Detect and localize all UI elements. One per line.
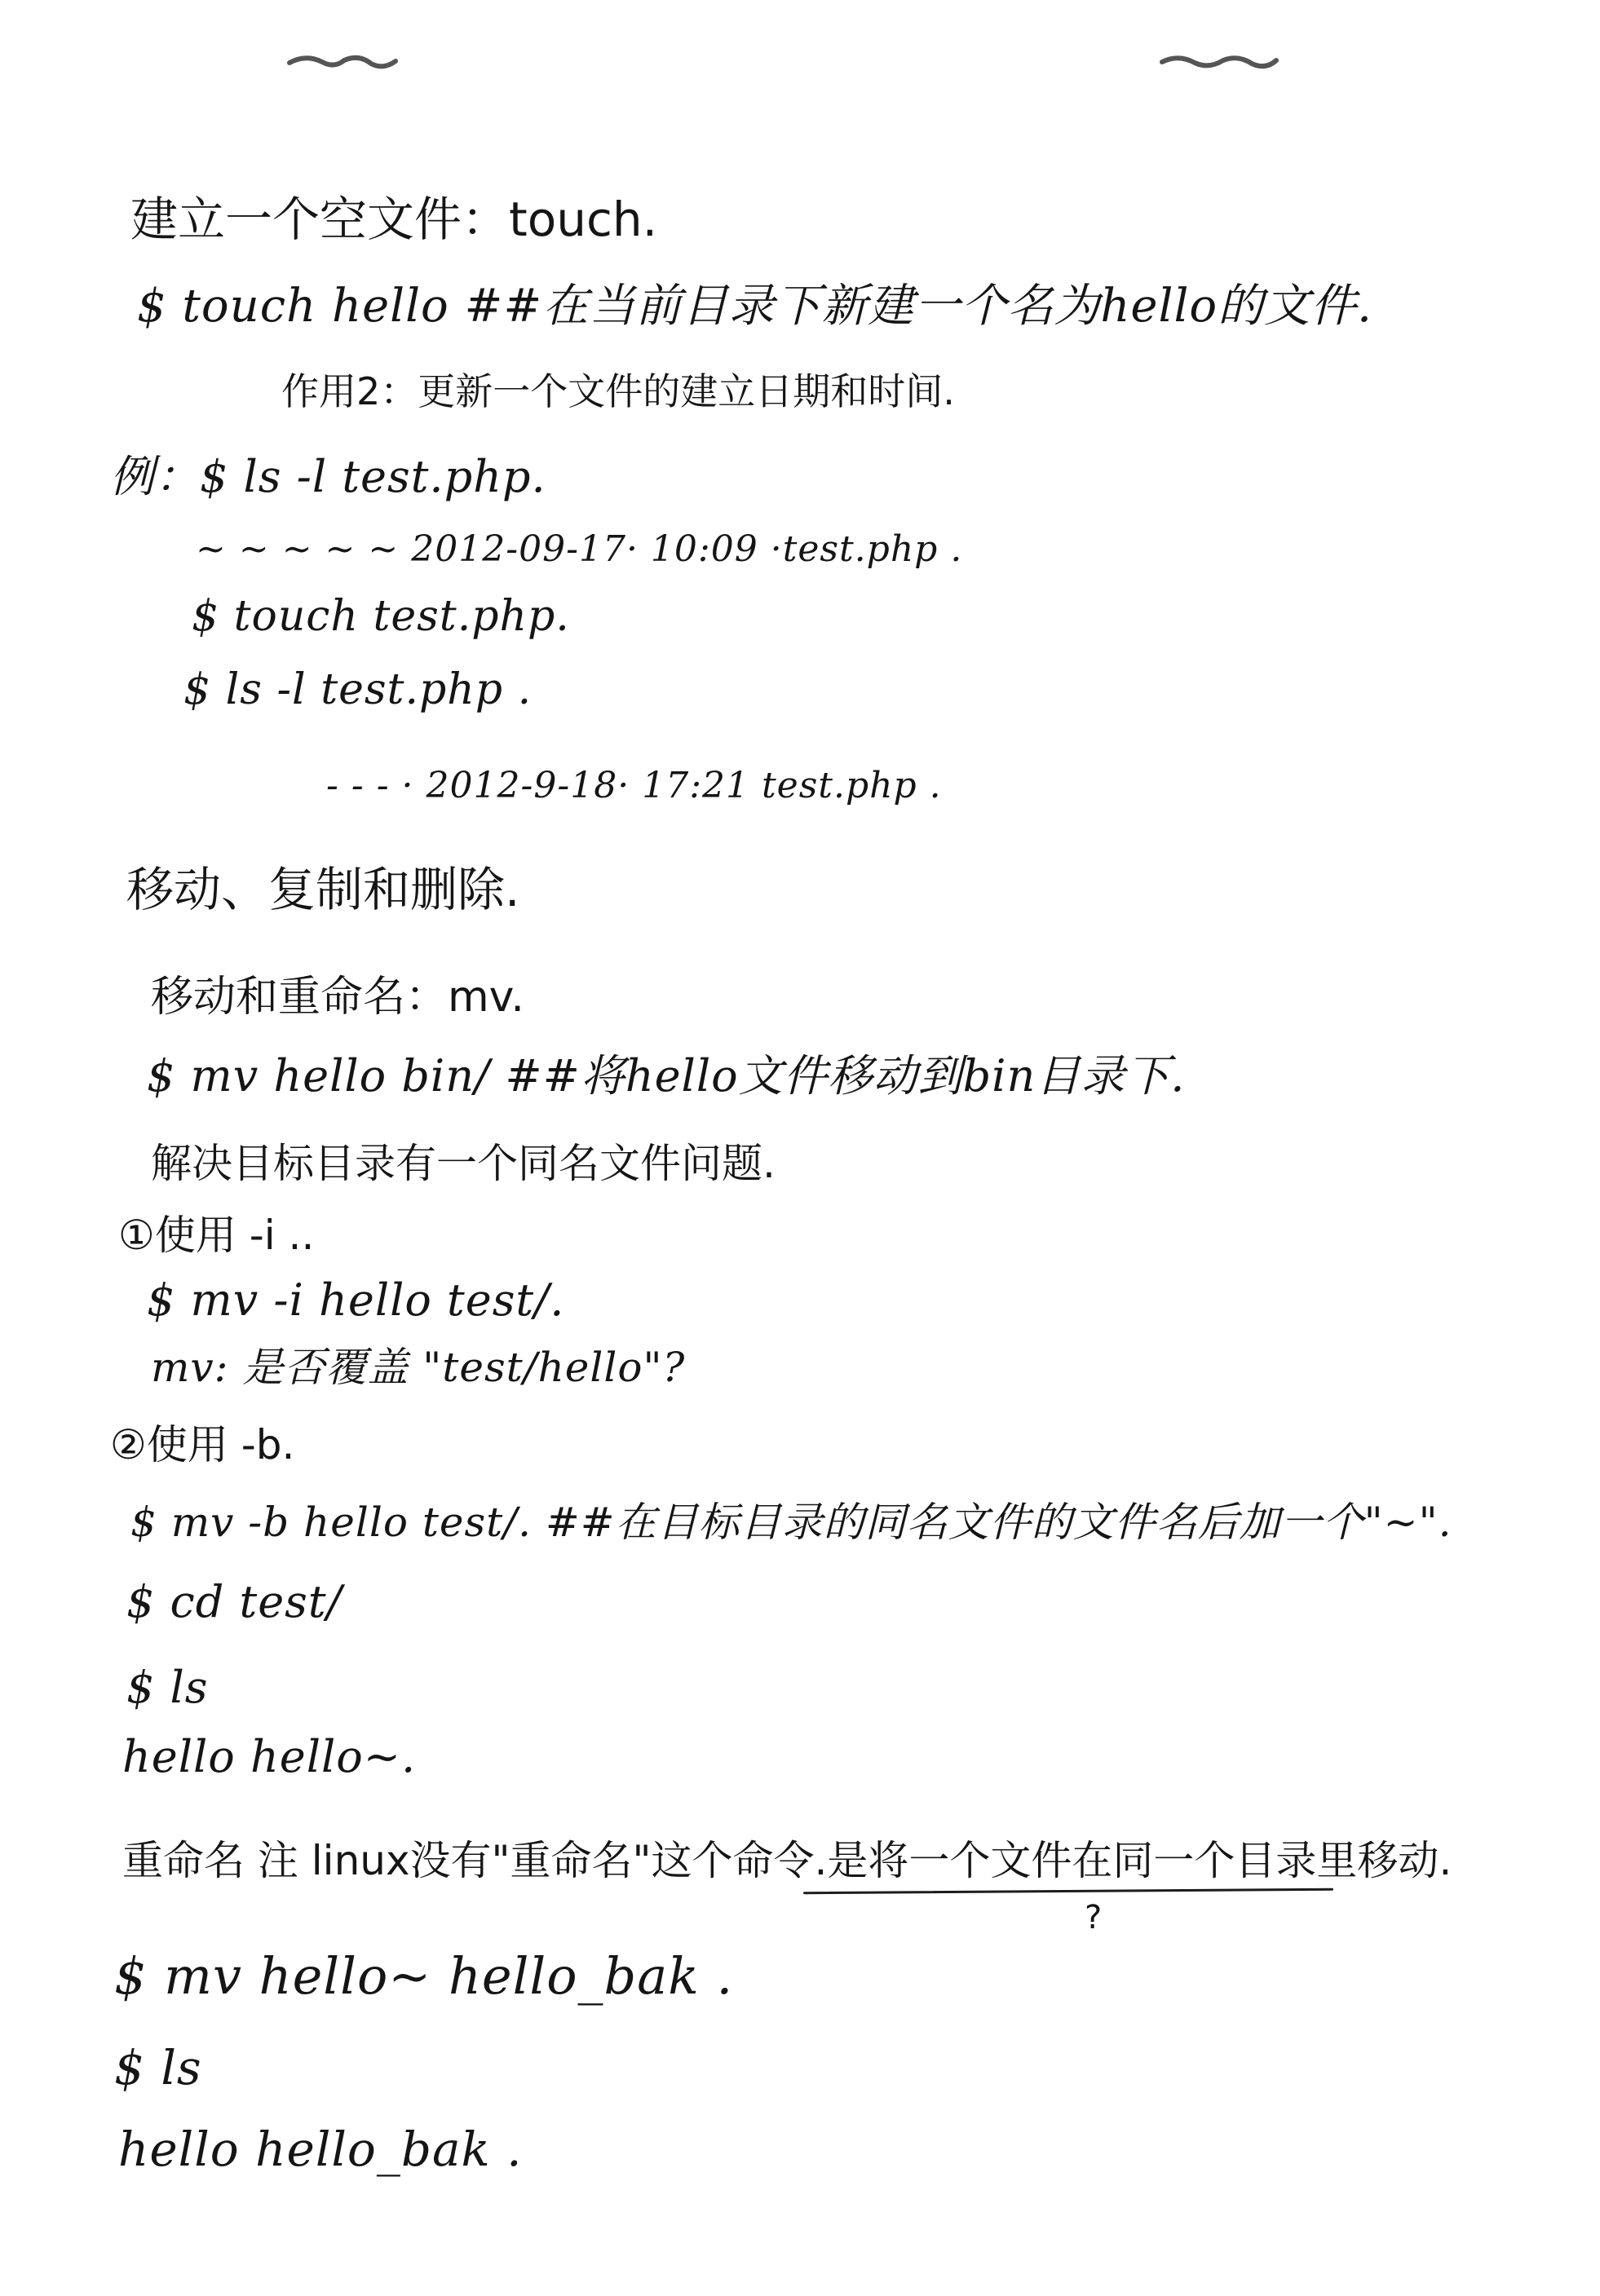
heading-touch: 建立一个空文件：touch. [130,192,658,247]
ls-output-3: hello hello~. [122,1731,417,1782]
question-mark: ? [1085,1899,1103,1936]
mv-overwrite-prompt: mv: 是否覆盖 "test/hello"? [151,1344,686,1391]
example-ls-line: 例：$ ls -l test.php. [110,451,546,502]
cd-test-line: $ cd test/ [126,1576,343,1627]
binding-mark-right [1158,51,1280,75]
mv-b-line: $ mv -b hello test/. ##在目标目录的同名文件的文件名后加一个"~". [130,1499,1452,1546]
touch-hello-line: $ touch hello ##在当前目录下新建一个名为hello的文件. [137,280,1372,333]
function2-note: 作用2：更新一个文件的建立日期和时间. [281,369,955,413]
option-i-heading: ①使用 -i .. [118,1212,315,1259]
ls-output-4: hello hello_bak . [118,2122,523,2177]
heading-move-copy-delete: 移动、复制和删除. [126,862,520,917]
touch-test-line: $ touch test.php. [192,592,570,641]
ls-line-2: $ ls [114,2040,202,2095]
ls-output-1: ~ ~ ~ ~ ~ 2012-09-17· 10:09 ·test.php . [196,528,963,570]
rename-note: 重命名 注 linux没有"重命名"这个命令.是将一个文件在同一个目录里移动. [122,1837,1452,1884]
subheading-mv: 移动和重命名：mv. [151,973,524,1022]
option-b-heading: ②使用 -b. [110,1421,295,1468]
same-name-problem-note: 解决目标目录有一个同名文件问题. [151,1140,776,1187]
ls-line-1: $ ls [126,1662,209,1713]
mv-i-line: $ mv -i hello test/. [147,1274,565,1326]
rename-note-underline [803,1888,1333,1895]
mv-bin-line: $ mv hello bin/ ##将hello文件移动到bin目录下. [147,1050,1186,1102]
ls-output-2: - - - · 2012-9-18· 17:21 test.php . [326,765,942,806]
binding-mark-left [285,51,400,75]
mv-rename-line: $ mv hello~ hello_bak . [114,1946,734,2006]
ls-test-line: $ ls -l test.php . [183,665,533,714]
